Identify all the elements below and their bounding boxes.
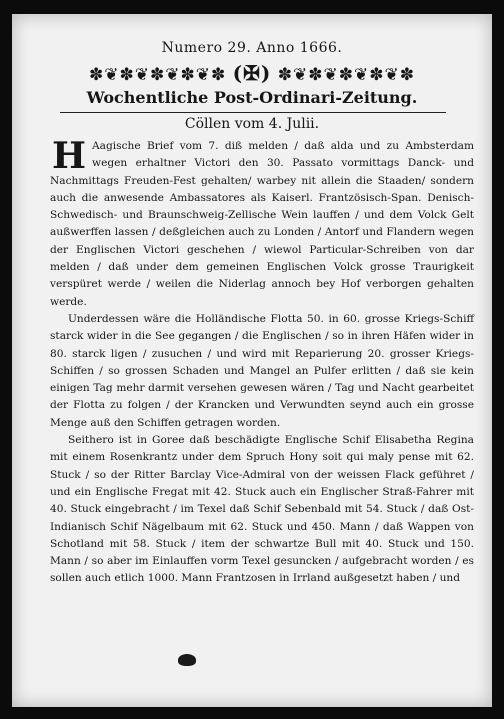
newspaper-title: Wochentliche Post-Ordinari-Zeitung. (86, 88, 418, 107)
ornament-right: ✽❦✽❦✽❦✽❦✽ (277, 65, 415, 84)
dateline: Cöllen vom 4. Julii. (184, 116, 320, 132)
cross-emblem-icon: (✠) (232, 62, 272, 84)
article-body (50, 135, 474, 588)
newspaper-page (12, 14, 492, 707)
paragraph-1 (50, 135, 474, 311)
paragraph-1-text: Aagische Brief vom 7. diß melden / daß alda und zu Ambsterdam wegen erhaltner Victori den 30. Passato vormittags Danck- und Nachmittags Freuden-Fest gehalten/ warbey nit allein die Staaden/ sondern auch die anwesende Ambassatores als Kaiserl. Frantzösisch-Span. Denisch-Schwedisch- und Braunschweig-Zellische Wein lauffen / und dem Volck Gelt außwerffen lassen / deßgleichen auch zu Londen / Antorf und Flandern wegen der Englischen Victori geschehen / wiewol Particular-Schreiben von dar melden / daß under dem gemeinen Englischen Volck grosse Traurigkeit verspüret werde / weilen die Niderlag annoch bey Hof verborgen gehalten werde. (50, 140, 474, 308)
ornament-left: ✽❦✽❦✽❦✽❦✽ (89, 65, 227, 84)
paragraph-3: Seithero ist in Goree daß beschädigte Englische Schif Elisabetha Regina mit einem Rosenkrantz under dem Spruch Hony soit qui maly pense mit 62. Stuck / so der Ritter Barclay Vice-Admiral von der weissen Flack geführet / und ein Englische Fregat mit 42. Stuck auch ein Englischer Straß-Fahrer mit 40. Stuck eingebracht / im Texel daß Schif Sebenbald mit 54. Stuck / daß Ost-Indianisch Schif Nägelbaum mit 62. Stuck und 450. Mann / daß Wappen von Schotland mit 58. Stuck / item der schwartze Bull mit 40. Stuck und 150. Mann / so aber im Einlauffen vorm Texel gesuncken / aufgebracht worden / es sollen auch etlich 1000. Mann Frantzosen in Irrland außgesetzt haben / und (50, 434, 474, 585)
paragraph-2: Underdessen wäre die Holländische Flotta 50. in 60. grosse Kriegs-Schiff starck wider in die See gegangen / die Englischen / so in ihren Häfen wider in 80. starck ligen / zusuchen / und wird mit Reparierung 20. grosser Kriegs-Schiffen / so grossen Schaden und Mangel an Pulfer erlitten / daß sie kein einigen Tag mehr darmit versehen gewesen wären / Tag und Nacht gearbeitet der Flotta zu folgen / der Krancken und Verwundten seynd auch ein grosse Menge auß den Schiffen getragen worden. (50, 312, 474, 429)
ornament-band (38, 62, 466, 84)
ink-blot (178, 654, 196, 666)
drop-cap: H (52, 135, 87, 177)
issue-number: Numero 29. Anno 1666. (161, 40, 343, 56)
title-rule (60, 112, 446, 113)
